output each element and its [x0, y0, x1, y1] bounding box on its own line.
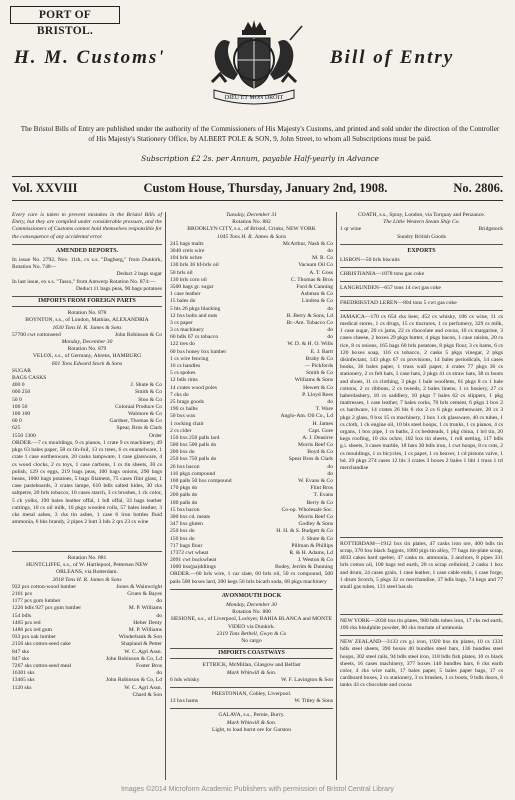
avonmouth-heading: AVONMOUTH DOCK	[221, 592, 282, 599]
cargo-row: 500 bxs 500 palls do Morris Beef Co	[170, 442, 333, 449]
sugar-label: SUGAR	[12, 367, 31, 374]
cargo-row: 245 bags malts McArthur, Nash & Co	[170, 240, 333, 247]
date-label: Monday, December 30	[226, 602, 277, 609]
ship-entry: ETTRICK, McMillan, Glasgow and Belfast	[202, 662, 301, 669]
cargo-row: 1 cs wire fencing Braby & Co	[170, 355, 333, 362]
dateline: Custom House, Thursday, January 2nd, 1908.	[143, 181, 388, 195]
cargo-row: 5 bls 26 pkgs blacking do	[170, 305, 333, 312]
title-right: Bill of Entry	[330, 47, 455, 68]
bottom-rule	[12, 200, 503, 201]
cargo-row: 57700 cwt cottonseed John Robinson & Co	[12, 331, 162, 338]
ship-entry: PRESTONIAN, Cobley, Liverpool.	[211, 691, 292, 698]
cargo-row: 100 100 Walmore & Co	[12, 411, 162, 418]
cargo-row: 1486 pcs red gum M. P. Williams	[12, 626, 162, 633]
cargo-row: 130 brls corn oil C. Thomas & Bros	[170, 276, 333, 283]
amended-entry: In last issue, ex s.s. "Tasso," from Antwerp Rotation No. 874:—	[12, 278, 156, 285]
export-entry: CHRISTIANIA—1078 tons gas coke	[340, 271, 425, 278]
cargo-row: 1226 bdls 927 pcs gum lumber M. P. Williams	[12, 605, 162, 612]
cargo-row: 100 palls do Berry & Co	[170, 499, 333, 506]
cargo-row: 600 250 Smith & Co	[12, 389, 162, 396]
ship-entry: COATH, s.s., Spray, London, via Torquay and Penzance.	[357, 212, 486, 218]
cargo-row: 12 bdls rims Williams & Sons	[170, 377, 333, 384]
column-divider	[165, 212, 166, 780]
order-paragraph: ORDER.—60 brls wire, 1 car slate, 60 brls oil, 50 cs compound, 500 pails 500 boxes lard, 200 kegs 56 brls bicarb soda, 68 pkgs machinery	[170, 571, 333, 585]
export-entry: NEW YORK—2030 bxs tin plates, 980 bdls tubes iron, 17 cks red earth, 100 cks bisulphite powder, 80 cks muriate of ammonia	[340, 617, 503, 632]
port-label: PORT OF BRISTOL.	[10, 6, 120, 24]
imports-heading: IMPORTS FROM FOREIGN PARTS	[12, 296, 162, 307]
cargo-row: 116 pkgs compound do	[170, 470, 333, 477]
ship-tonnage: 1630 Tons H. R. James & Sons	[52, 324, 122, 331]
cargo-row: 15 bales do Lindrea & Co	[170, 298, 333, 305]
cargo-row: 7 cks do P. Lloyd Rees	[170, 391, 333, 398]
cargo-row: 250 bxs 750 palls do Spear Bros & Clark	[170, 456, 333, 463]
order-paragraph: ORDER.—7 cs mouldings, 9 cs pianos, 1 crate 9 cs machinery, 49 pkgs 63 bales paper, 58 cs tin-foil, 13 cs trees, 6 cs enamelware, 1 crate 1 case earthenware, 20 casks lampware, 1 case glassware, 4 cs wood clocks, 2 cs toys, 1 case carbons, 1 cs tin sheets, 30 cs polish, 129 cs eggs, 219 bags peas, 100 bags onions, 290 bags beans, 1000 bags potatoes, 5 bags filament, 75 cases flint glass, 1 case pasteboards, 3 crates lampe, 610 bdls salted hides, 30 cks saltpetre, 20 brls tobacco, 10 cases starch, 3 cs brushes, 1 ck color, 5 ck yolks, 190 bales leather offal, 1 bdl offal, 33 bags leather cuttings, 10 cs oil milk, 10 pkgs wooden rolls, 57 bales leather, 3 cks metal ashes, 3 cks tin ashes, 1 case 6 iron bottles fluid ammonia, 6 bks brandy, 2 pipes 2 butt 3 hds 2 qrs 23 cs wine	[12, 439, 162, 526]
cargo-row: 2 cs cider Capt. Gore	[170, 427, 333, 434]
cargo-row: 150 bxs 250 palls lard A. J. Deasirre	[170, 434, 333, 441]
column-right	[340, 212, 503, 711]
disclaimer-notice: Every care is taken to prevent mistakes in the Bristol Bills of Entry, but they are compiled under considerable pressure, and the Commissioners of Customs cannot hold themselves responsible for the consequence of any accidental error.	[12, 212, 162, 240]
royal-coat-of-arms-emblem	[190, 20, 318, 106]
cargo-row: 300 bxs cd. meats Morris Beef Co	[170, 513, 333, 520]
cargo-row: 25 brags goods do	[170, 398, 333, 405]
cargo-row: 847 sks W. C. Agri Assn.	[12, 648, 162, 655]
export-entry: FREDRIKSTAD LEREN—804 tons 5 cwt gas coke	[340, 299, 457, 306]
cargo-row: 170 pkgs do Flint Bros	[170, 485, 333, 492]
ship-agent: The Little Western Steam Ship Co.	[383, 219, 460, 226]
cargo-row: 625 Spear, Bros & Clark	[12, 425, 162, 432]
ship-tonnage: 601 Tons Edward Stock & Sons	[51, 360, 123, 367]
rotation-label: Rotation No. 878	[67, 310, 107, 317]
volume-number: Vol. XXVIII	[12, 181, 78, 195]
cargo-row: 13465 sks John Robinson & Co, Ld	[12, 677, 162, 684]
issue-number: No. 2806.	[453, 181, 503, 195]
cargo-row: 130 brls 36 hf-brls oil Vacuum Oil Co	[170, 262, 333, 269]
intro-text: The Bristol Bills of Entry are published under the authority of the Commissioners of His Majesty's Customs, and printed and sold under the direction of the Controller of His Majesty's Stationery Office, by ALBERT POLE & SON, 9, John Street, to whom all Subscriptions must be paid.	[20, 125, 500, 143]
cargo-row: 1000 bxs(pa)ddlings Bodey, Jerrim & Dunning	[170, 564, 333, 571]
date-label: Monday, December 30	[61, 339, 113, 346]
column-left	[12, 212, 162, 699]
cargo-row: 60 0 Gardner, Thomas & Co	[12, 418, 162, 425]
cargo-row: 2161 pcs Gruen & Bayes	[12, 590, 162, 597]
rotation-label: Rotation No. 880	[232, 609, 271, 616]
cargo-list	[170, 241, 333, 572]
export-entry: JAMAICA—170 cs 654 cks beer, 452 cs whisky, 106 cs wine, 11 cs medical stores, 1 cs drugs, 15 cs tinctures, 1 cs perfumery, 329 cs milk, 1 case sugar, 20 cs jams, 22 cs chocolate and cocoa, 10 cs margarine, 3 cases cheese, 2 boxes 29 pkgs butter, 4 pkgs bacon, 1 case raisins, 20 cs rice, 8 cs onions, 165 bags 60 brls potatoes, 8 pkgs flour, 3 cs hams, 6 cs 120 boxes soap, 116 cs tobacco, 2 casks 5 pkgs vinegar, 2 pkgs disinfectant, 143 pkgs 67 cs provisions, 14 bales periodicals, 14 cases books, 36 bales paper, 1 truss wall paper, 4 crates 77 pkgs 36 cs stationery, 2 cs felt hats, 1 case hats, 2 pkgs 41 cs straw hats, 38 cs boots and shoes, 11 cs clothing, 3 pkgs 1 bale woollens, 61 pkgs 8 cs 1 bale cottons, 2 cs ribbons, 2 cs tweeds, 2 bales linens, 1 cs hosiery, 27 cs haberdashery, 10 cs saddlery, 10 pkgs 7 bales 62 cs slippers, 1 pkg mattresses, 1 case leather, 7 bales corks, 70 brls cement, 6 pkgs 1 box 2 cs hardware, 14 crates 26 bls 6 cks 2 cs 6 pkgs earthenware, 20 cs 3 pkgs 2 glass, 9 bxs 15 cs machinery, 1 box 1 ck glassware, 40 cs tubes, 1 cs cloth, 1 ck engine oil, 10 bls steel hoops, 1 cs trunks, 1 cs pianos, 4 cs organs, 1 box pipe, 1 cs baths, 2 cs bedsteads, 1 pkg china, 1 brl tin, 20 kegs roofing, 10 cks ochre, 102 bxs tin sheets, 1 roll netting, 117 bdls g.i. sheets, 3 cases marble, 18 bars 30 bdls iron, 1 cwt hoops, 8 cs cuts, 2 cs mouldings, 1 cs bicycles, 1 cs paper, 1 cs beaver, 1 cd pistons valve, 1 bd. 29 pkgs 274 cases 12 bls 3 crates 3 boxes 2 bales 1 bbl 1 truss 1 trl merchandise	[340, 313, 503, 472]
amended-entry-detail: Deduct 2 bags sugar	[116, 271, 162, 278]
export-entry: LISBON—50 brls biscuits	[340, 257, 400, 264]
cargo-row: 15 bxs bacon Co-op. Wholesale Soc.	[170, 506, 333, 513]
cargo-row: 933 pcs oak lumber Winderbank & Son	[12, 634, 162, 641]
ship-tonnage: 2319 Tons Bethell, Gwyn & Co	[216, 630, 287, 637]
cargo-row: 250 bxs do H. H. & S. Budgett & Co	[170, 528, 333, 535]
cargo-row: 190 cs balbs T. Ware	[170, 406, 333, 413]
cargo-note: Sundry British Goods	[397, 233, 446, 240]
cargo-row: 200 bxs do Boyd & Co	[170, 449, 333, 456]
cargo-row: 122 tres do W. D. & H. O. Wills	[170, 341, 333, 348]
rotation-label: Rotation No. 879	[67, 346, 107, 353]
svg-text:DIEU ET MON DROIT: DIEU ET MON DROIT	[224, 95, 284, 101]
cargo-row: 2091 cwt buckwheat J. Weston & Co	[170, 557, 333, 564]
title-left: H. M. Customs'	[14, 47, 166, 68]
amended-reports-heading: AMENDED REPORTS.	[55, 247, 119, 254]
ship-agent: Mark Whitwill & Son.	[226, 719, 277, 726]
cargo-row: 13 hxs hams W. Titley & Sons	[170, 698, 333, 705]
ship-agent: Mark Whitwill & Son.	[226, 669, 277, 676]
column-middle	[170, 212, 333, 734]
cargo-row: 17372 cwt wheat R. & H. Adams, Ld	[170, 549, 333, 556]
cargo-row: 150 bxs do J. Shute & Co	[170, 535, 333, 542]
export-entry: LANGRUNDEN—657 tons 14 cwt gas coke	[340, 285, 441, 292]
cargo-row: 60 bxs honey bxs lumber E. J. Bartt	[170, 348, 333, 355]
cargo-row: 847 sks John Robinson & Co, Ld	[12, 655, 162, 662]
cargo-row: 50 0 Sloo & Co	[12, 396, 162, 403]
cargo-row: 50 bxs wax Anglo-Am. Oil Co., Ld	[170, 413, 333, 420]
rotation-label: Rotation No. 882	[232, 219, 271, 226]
cargo-row: Chard & Son	[132, 691, 162, 698]
cargo-row: 7267 sks cotton-seed meal Foster Bros	[12, 662, 162, 669]
cargo-note: Light, to load burnt ore for Garston	[211, 726, 292, 733]
coastways-heading: IMPORTS COASTWAYS	[170, 648, 333, 659]
ship-entry: GALAVA, s.s., Pernie, Burry.	[218, 712, 285, 719]
cargo-note: No cargo	[241, 638, 262, 645]
cargo-row: 1550 1300 Order	[12, 432, 162, 439]
date-label: Tuesday, December 31	[226, 212, 277, 218]
cargo-row: 1465 pcs red Heber Denty	[12, 619, 162, 626]
cargo-row: 1177 pcs gum lumber do	[12, 598, 162, 605]
cargo-row: 3040 crels wire do	[170, 248, 333, 254]
amended-entry: In issue No. 2792, Nov. 11th, cx s.s. "Dagborg," from Dunkirk, Rotation No. 748—	[12, 257, 162, 271]
cargo-row: 16301 sks do	[12, 670, 162, 677]
cargo-row: 3500 bags gr. sugar Ford & Canning	[170, 283, 333, 290]
column-divider	[336, 212, 337, 780]
cargo-row: 100 palls 50 bxs compound W. Evans & Co	[170, 478, 333, 484]
cargo-row: 1 qr wine Bridgstock	[340, 226, 503, 233]
cargo-row: 200 palls do T. Evans	[170, 492, 333, 499]
ship-entry: VELOX, s.s., of Germany, Ahrens, HAMBURG	[32, 353, 142, 360]
cargo-row: 6 hds whisky W. F. Lavington & Son	[170, 676, 333, 683]
subscription-text: Subscription £2 2s. per Annum, payable Half-yearly in Advance	[141, 154, 379, 163]
cargo-row: 5 cs spokes Smith & Co	[170, 370, 333, 377]
volume-line	[12, 181, 503, 196]
export-entry: NEW ZEALAND—3133 crs g.i iron, 1920 bxs tin plates, 10 cs 1331 bdls steel sheets, 390 boxes 40 bundles steel bars, 136 bundles steel hoops, 302 steel rails, 94 bdls steel iron, 118 bdls fish plates, 10 cs black sheets, 16 cases machinery, 377 boxes 140 bundles bars, 6 cks earth color, 4 cks wire nails, 17 bales paper, 5 bales paper bags, 17 cs cardboard boxes, 2 cs stationery, 3 cs brushes, 1 cs boots, 9 bdls doors, 6 tanks 43 cs chocolate and cocoa	[340, 639, 503, 689]
cargo-row: 26 bxs bacon do	[170, 463, 333, 470]
cargo-row: 3 cs paper Br.-Am. Tobacco Co	[170, 319, 333, 326]
cargo-row: 2156 sks cotton-seed cake Shapland & Petter	[12, 641, 162, 648]
ship-entry: BOYNTON, s.s., of London, Mathias, ALEXANDRIA	[25, 317, 149, 324]
cargo-row: 1 rocking chair H. James	[170, 420, 333, 427]
top-rule	[12, 176, 503, 177]
rotation-label: Rotation No. 881	[67, 554, 107, 561]
cargo-row: 717 bags flour Pillman & Phillips	[170, 542, 333, 549]
cargo-row: 154 bdls do	[12, 612, 162, 619]
ship-tonnage: 2018 Tons H. R. James & Sons	[52, 576, 122, 583]
cargo-row: 400 0 J. Shute & Co	[12, 382, 162, 389]
cargo-row: 104 brls ochre M. R. Co	[170, 255, 333, 262]
ship-entry: HUNTCLIFFE, s.s., of W. Hartlepool, Pettersen NEW ORLEANS, via Rotterdam.	[26, 562, 148, 576]
cargo-row: 1 case leather Ashman & Co	[170, 291, 333, 298]
cargo-row: 100 50 Colonial Produce Co	[12, 403, 162, 410]
export-entry: ROTTERDAM—1912 bxs tin plates, 47 casks iron ore, 400 bdls tin scrap, 370 bxs black faggots, 1080 pigs tin alloy, 77 bags tin-plate scrap, 4033 cakes hard spelter, 47 casks m. ammonia, 3 anchors, 8 pipes 331 brls cotton oil, 100 bags red earth, 20 cs scrap celluloid, 2 casks 1 box and drum, 24 cases grain, 1 case leather, 1 case cable ends, 1 case forge, 1 drum Scotch, 5 pkgs 32 cs merchandise, 37 bdls bags, 74 kegs and 77 small gas tubes, 131 steel bar.sls	[340, 540, 503, 591]
cargo-row: 1120 sks W. C. Agri Assn.	[12, 684, 162, 691]
cargo-row: 12 bxs bolts and nuts B. Berry & Sons, Ld	[170, 312, 333, 319]
sugar-table-head: BAGS CASKS	[12, 375, 47, 382]
exports-heading: EXPORTS	[407, 247, 436, 254]
amended-entry-detail: Deduct 11 bags peas, 90 bags potatoes	[75, 285, 162, 292]
cargo-row: 347 bxs gluten Godley & Sons	[170, 521, 333, 528]
cargo-row: 14 crates wood poles Hewett & Co	[170, 384, 333, 391]
ship-entry: BROOKLYN CITY, s.s., of Bristol, Crinks, NEW YORK	[187, 226, 316, 233]
cargo-row: 3 cs machinery do	[170, 327, 333, 334]
copyright-footer: Images ©2014 Microform Academic Publishers with permission of Bristol Central Library	[121, 786, 394, 793]
cargo-row: 932 pcs cotton-wood lumber Jones & Wainwright	[12, 583, 162, 590]
cargo-row: 50 brls oil A. T. Goss	[170, 269, 333, 276]
cargo-row: 16 cs handles — Pickfords	[170, 363, 333, 369]
ship-entry: HESIONE, s.s., of Liverpool, Lockyer, BAHIA BLANCA and MONTE VIDEO via Dunkirk.	[170, 616, 333, 630]
ship-tonnage: 1045 Tons H. R. James & Sons	[216, 233, 287, 240]
cargo-row: 60 bdls 67 cs tobacco do	[170, 334, 333, 341]
